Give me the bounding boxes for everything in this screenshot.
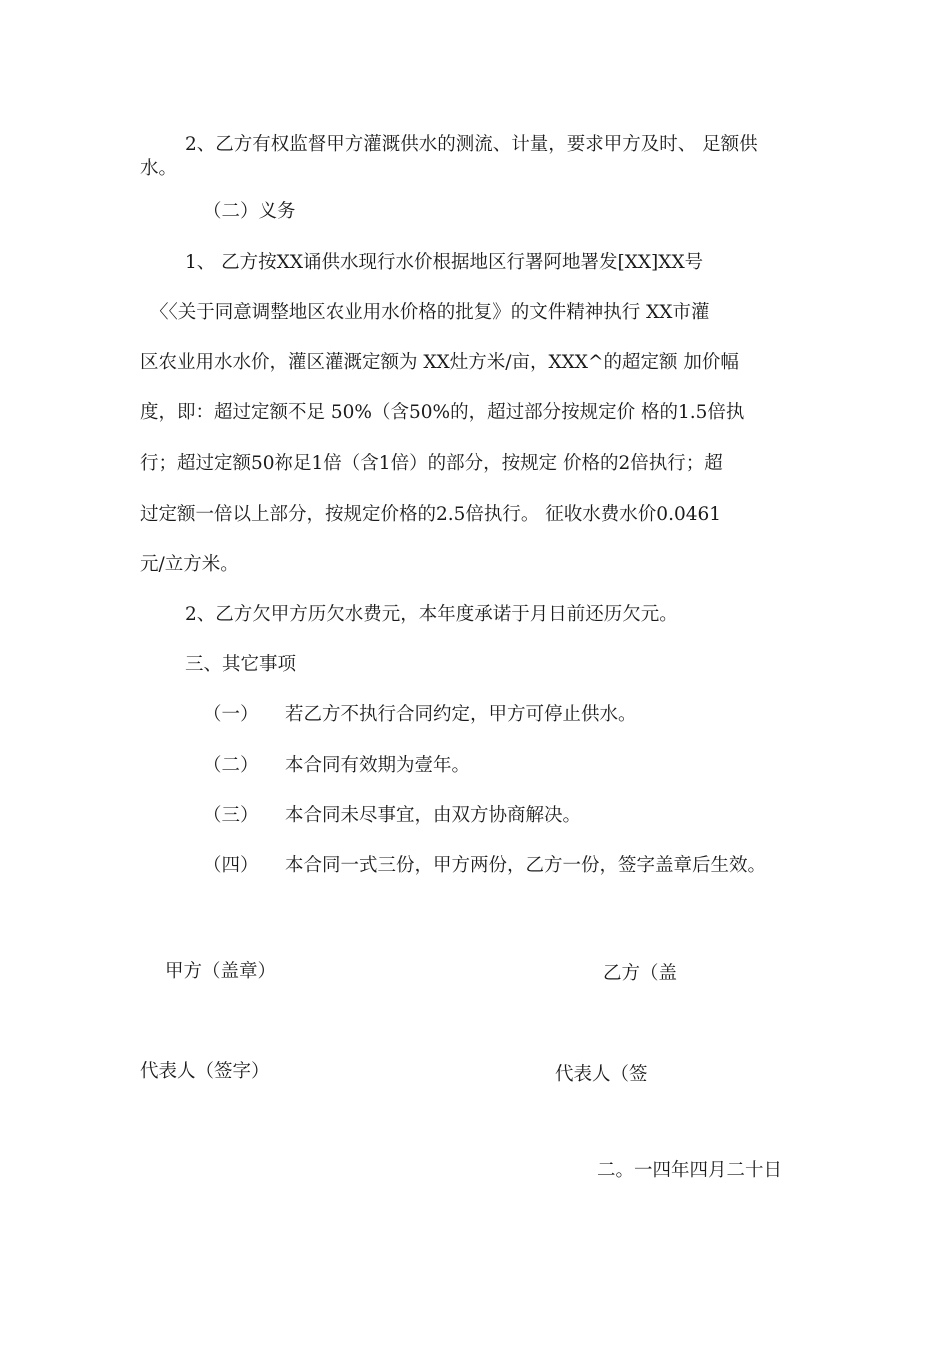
- party-b-seal-label: 乙方（盖: [603, 963, 678, 984]
- other-item-2-number: （二）: [203, 755, 259, 776]
- party-a-representative-label: 代表人（签字）: [140, 1061, 270, 1082]
- other-item-3-number: （三）: [203, 805, 259, 826]
- rights-item2-line1: 2、乙方有权监督甲方灌溉供水的测流、计量，要求甲方及时、 足额供: [185, 134, 758, 155]
- obligation-1-line-4: 度，即：超过定额不足 50%（含50%的，超过部分按规定价 格的1.5倍执: [140, 402, 745, 423]
- obligation-2: 2、乙方欠甲方历欠水费元，本年度承诺于月日前还历欠元。: [185, 604, 678, 625]
- rights-item2-line2: 水。: [140, 158, 178, 179]
- other-item-4-number: （四）: [203, 855, 259, 876]
- other-matters-heading: 三、其它事项: [185, 654, 297, 675]
- party-b-representative-label: 代表人（签: [555, 1064, 648, 1085]
- obligation-1-line-6: 过定额一倍以上部分，按规定价格的2.5倍执行。 征收水费水价0.0461: [140, 504, 722, 525]
- obligations-heading: （二）义务: [203, 201, 296, 222]
- obligation-1-line-2: 〈〈关于同意调整地区农业用水价格的批复》的文件精神执行 XX市灌: [150, 302, 710, 323]
- obligation-1-line-3: 区农业用水水价，灌区灌溉定额为 XX灶方米/亩，XXX^的超定额 加价幅: [140, 352, 739, 373]
- contract-date: 二。一四年四月二十日: [597, 1160, 783, 1181]
- obligation-1-line-7: 元/立方米。: [140, 554, 239, 575]
- other-item-4-text: 本合同一式三份，甲方两份，乙方一份，签字盖章后生效。: [285, 855, 767, 876]
- other-item-2-text: 本合同有效期为壹年。: [285, 755, 471, 776]
- obligation-1-line-5: 行；超过定额50祢足1倍（含1倍）的部分，按规定 价格的2倍执行；超: [140, 453, 723, 474]
- obligation-1-line-1: 1、 乙方按XX诵供水现行水价根据地区行署阿地署发[XX]XX号: [185, 252, 704, 273]
- other-item-3-text: 本合同未尽事宜，由双方协商解决。: [285, 805, 582, 826]
- other-item-1-number: （一）: [203, 704, 259, 725]
- party-a-seal-label: 甲方（盖章）: [165, 961, 277, 982]
- other-item-1-text: 若乙方不执行合同约定，甲方可停止供水。: [285, 704, 637, 725]
